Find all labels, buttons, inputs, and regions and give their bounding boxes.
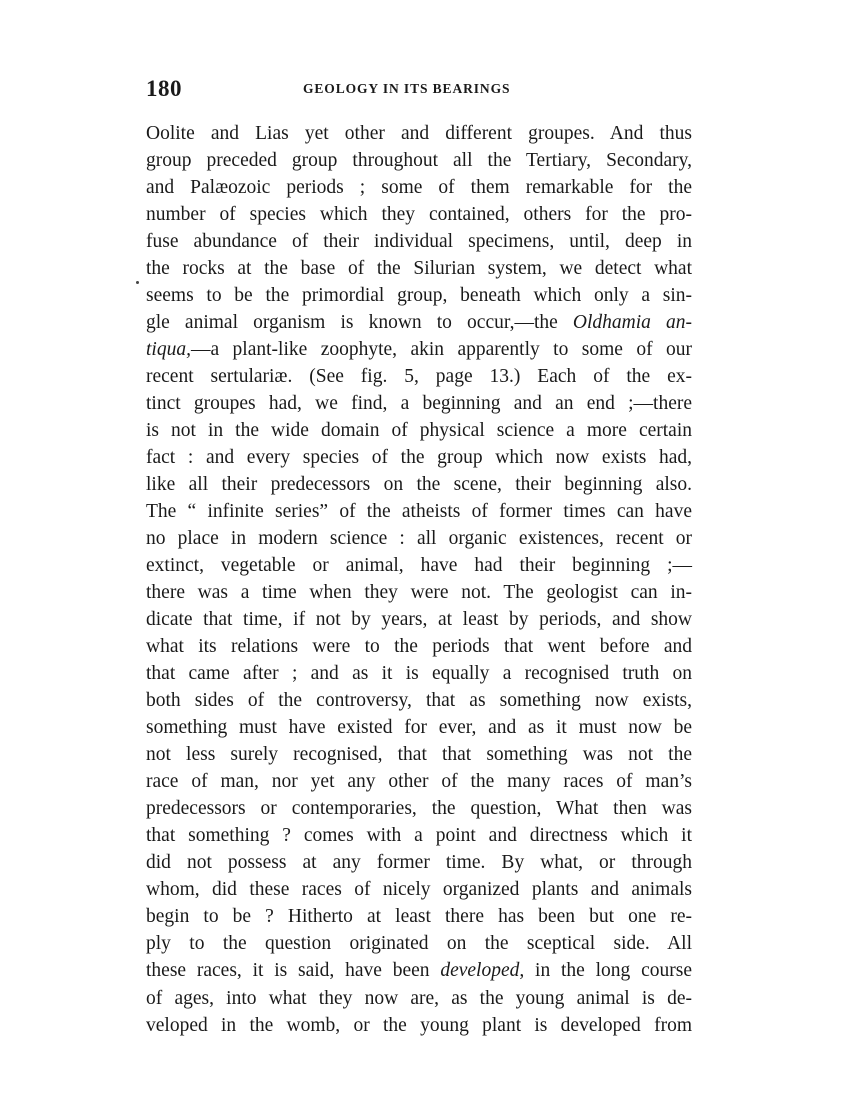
text-line: and Palæozoic periods ; some of them remarkable for the xyxy=(146,177,692,199)
text-line: is not in the wide domain of physical science a more certain xyxy=(146,420,692,442)
text-line xyxy=(146,309,692,336)
text-line: that something ? comes with a point and directness which it xyxy=(146,825,692,847)
text-line: seems to be the primordial group, beneath which only a sin- xyxy=(146,285,692,307)
text-line: both sides of the controversy, that as something now exists, xyxy=(146,690,692,712)
text-line: recent sertulariæ. (See fig. 5, page 13.) Each of the ex- xyxy=(146,366,692,388)
text-line: the rocks at the base of the Silurian system, we detect what xyxy=(146,258,692,280)
text-segment: gle animal organism is known to occur,—the xyxy=(146,312,573,334)
italic-term: developed, xyxy=(440,960,525,982)
text-line: something must have existed for ever, and as it must now be xyxy=(146,717,692,739)
text-line: of ages, into what they now are, as the young animal is de- xyxy=(146,987,692,1009)
text-line: what its relations were to the periods that went before and xyxy=(146,636,692,658)
text-line: fuse abundance of their individual specimens, until, deep in xyxy=(146,231,692,253)
page-header xyxy=(146,76,692,106)
stray-ink-mark xyxy=(136,281,139,284)
body-text xyxy=(146,120,692,1039)
italic-term: Oldhamia an- xyxy=(572,312,692,334)
text-line: race of man, nor yet any other of the many races of man’s xyxy=(146,771,692,793)
page-number: 180 xyxy=(146,76,182,101)
text-segment: —a plant-like zoophyte, akin apparently to some of our xyxy=(190,339,692,361)
text-line: group preceded group throughout all the Tertiary, Secondary, xyxy=(146,150,692,172)
text-line: did not possess at any former time. By what, or through xyxy=(146,852,692,874)
text-segment: in the long course xyxy=(524,960,692,982)
text-line: there was a time when they were not. The geologist can in- xyxy=(146,582,692,604)
text-line: no place in modern science : all organic existences, recent or xyxy=(146,528,692,550)
text-line: tinct groupes had, we find, a beginning and an end ;—there xyxy=(146,393,692,415)
text-line xyxy=(146,336,692,363)
text-line: like all their predecessors on the scene, their beginning also. xyxy=(146,474,692,496)
text-line: dicate that time, if not by years, at least by periods, and show xyxy=(146,609,692,631)
text-line: number of species which they contained, others for the pro- xyxy=(146,204,692,226)
text-line: ply to the question originated on the sceptical side. All xyxy=(146,933,692,955)
text-line xyxy=(146,957,692,984)
text-line: predecessors or contemporaries, the question, What then was xyxy=(146,798,692,820)
text-line: extinct, vegetable or animal, have had their beginning ;— xyxy=(146,555,692,577)
text-line: The “ infinite series” of the atheists of former times can have xyxy=(146,501,692,523)
text-line: begin to be ? Hitherto at least there has been but one re- xyxy=(146,906,692,928)
italic-term: tiqua, xyxy=(146,339,191,361)
text-line: fact : and every species of the group which now exists had, xyxy=(146,447,692,469)
text-line: Oolite and Lias yet other and different groupes. And thus xyxy=(146,123,692,144)
running-head: GEOLOGY IN ITS BEARINGS xyxy=(303,81,511,96)
text-line: that came after ; and as it is equally a recognised truth on xyxy=(146,663,692,685)
text-line: whom, did these races of nicely organized plants and animals xyxy=(146,879,692,901)
text-line: veloped in the womb, or the young plant is developed from xyxy=(146,1014,692,1036)
text-segment: these races, it is said, have been xyxy=(146,960,441,982)
text-line: not less surely recognised, that that something was not the xyxy=(146,744,692,766)
